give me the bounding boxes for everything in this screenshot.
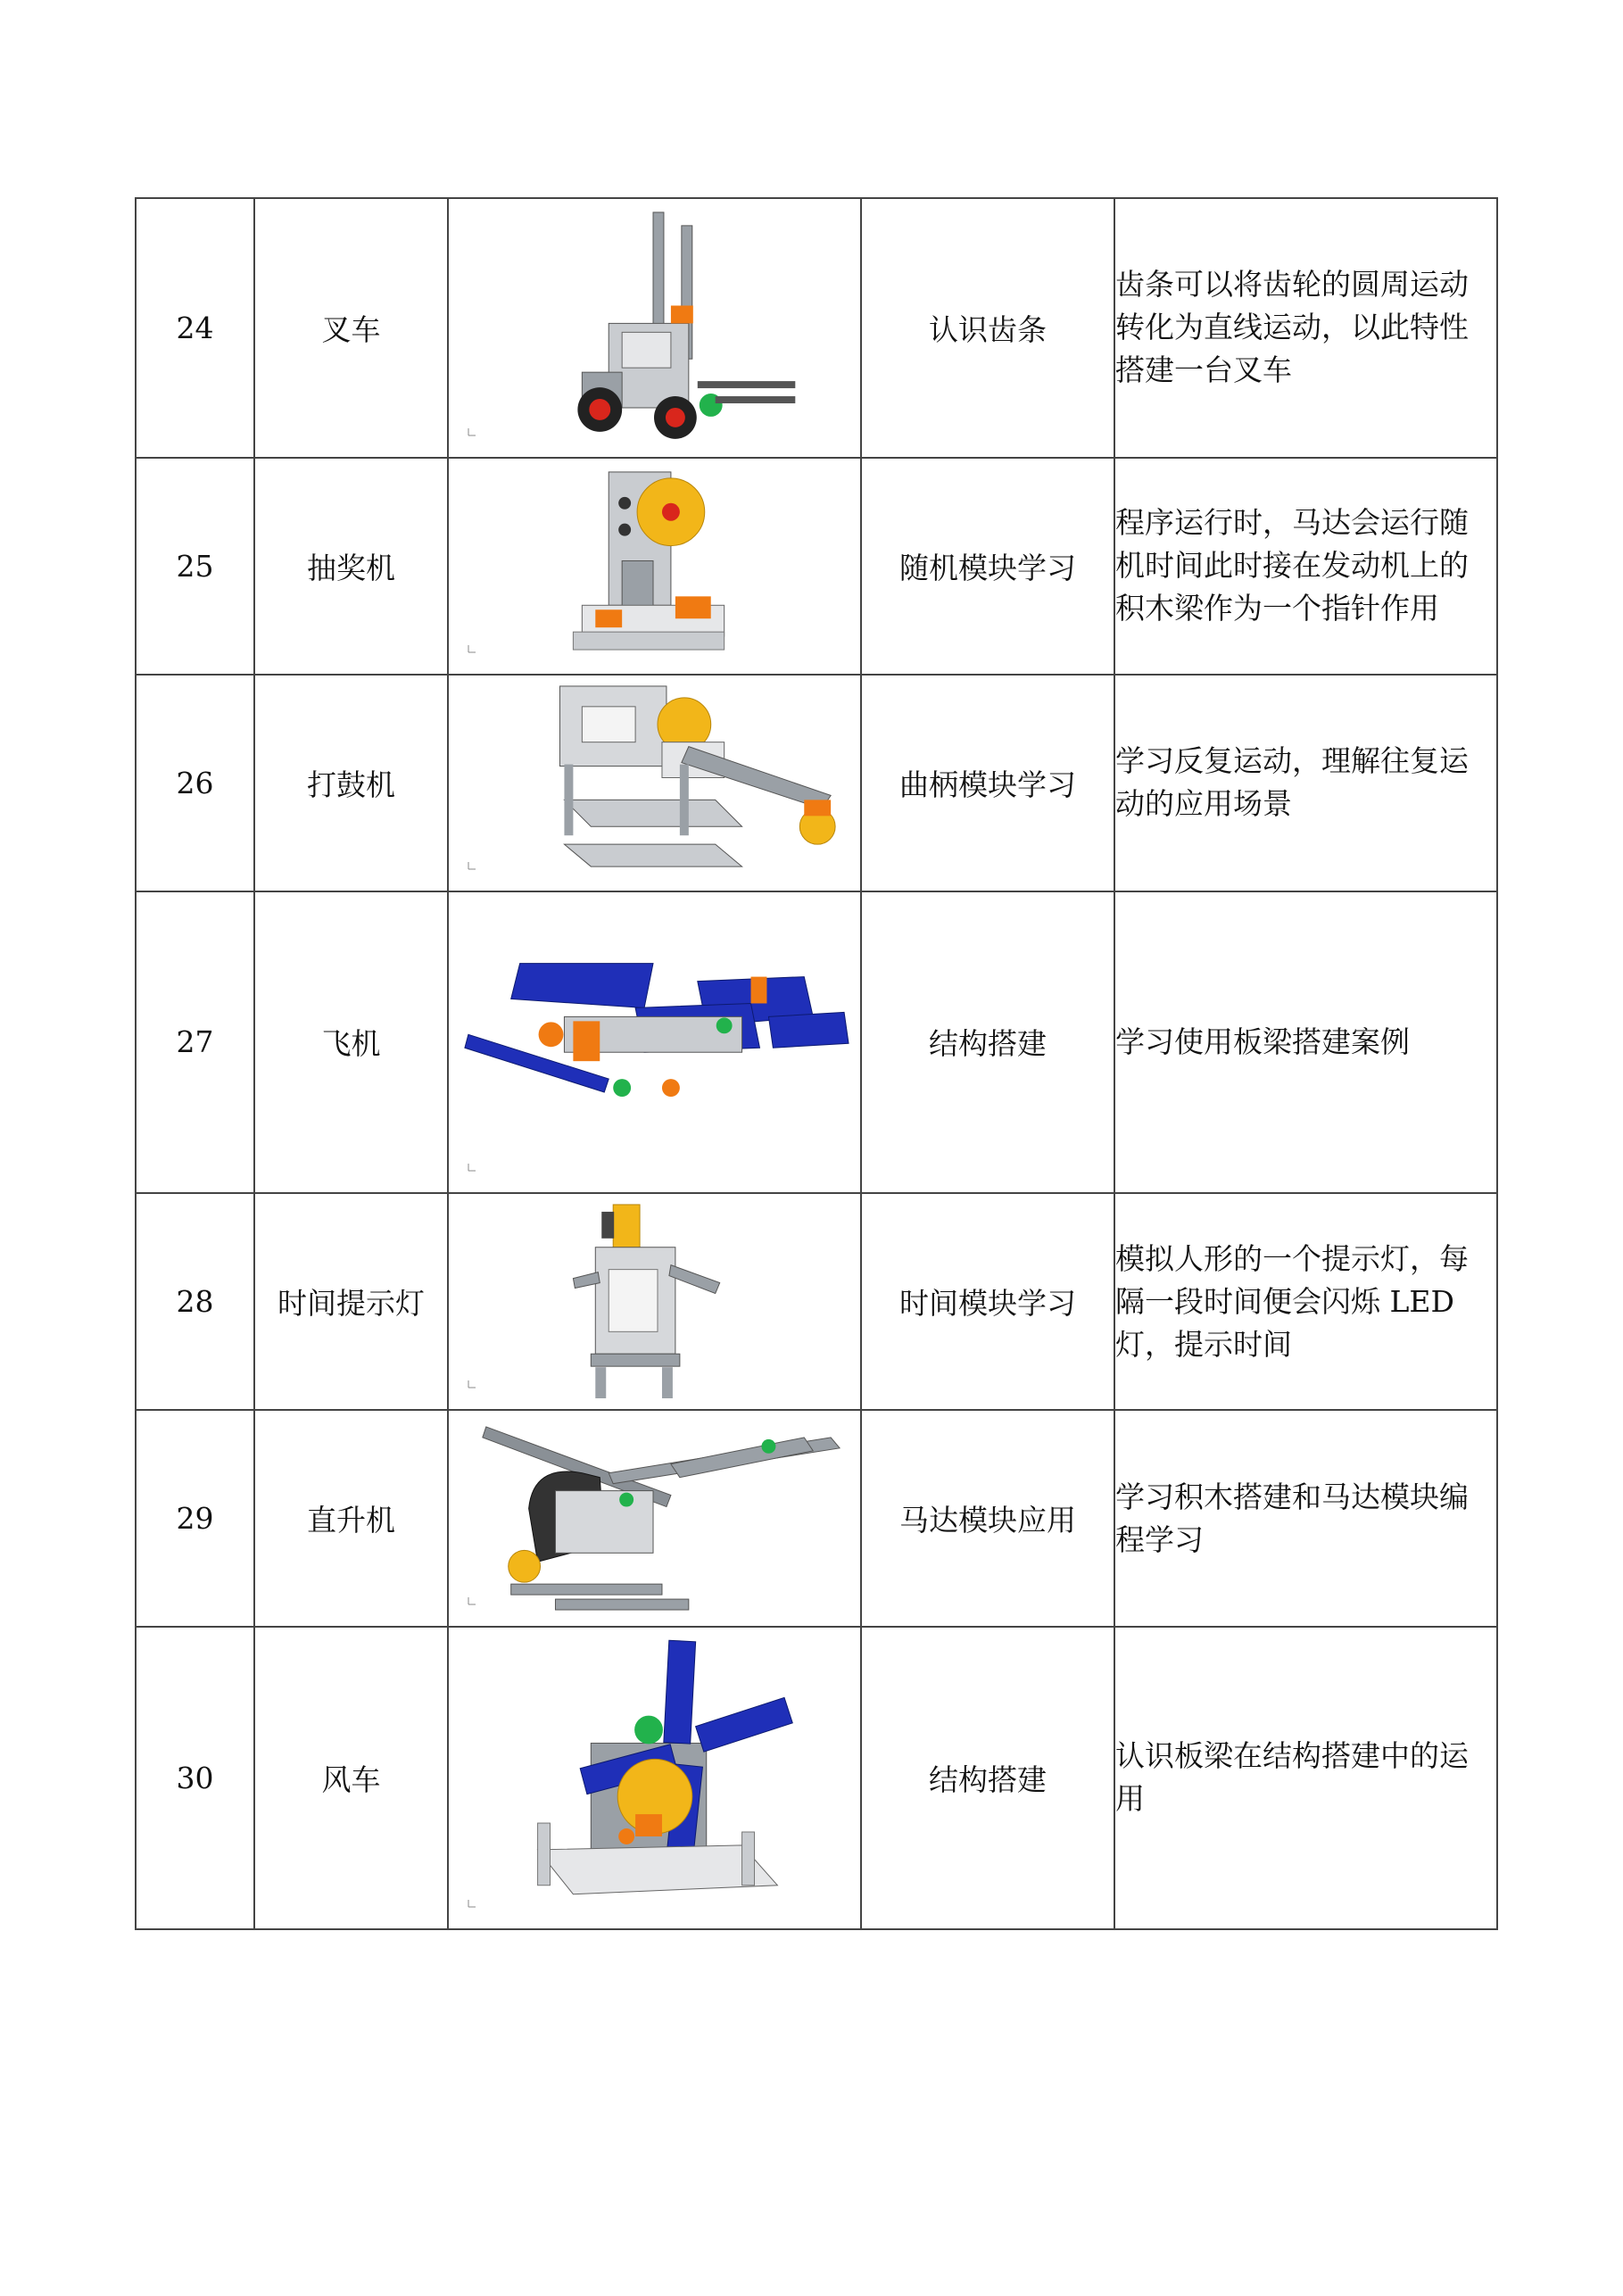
row-number: 25 [136,458,254,675]
table-row [136,198,1497,458]
helicopter-model-image [449,1411,860,1626]
row-number: 30 [136,1627,254,1929]
learning-topic: 认识齿条 [861,198,1114,458]
row-number: 26 [136,675,254,891]
axis-triad-icon [467,1162,477,1173]
learning-topic: 时间模块学习 [861,1193,1114,1410]
model-image-cell [448,198,861,458]
model-description: 认识板梁在结构搭建中的运用 [1114,1627,1497,1929]
model-name: 打鼓机 [254,675,448,891]
course-table [135,197,1498,1930]
axis-triad-icon [467,643,477,654]
model-description: 程序运行时，马达会运行随机时间此时接在发动机上的积木梁作为一个指针作用 [1114,458,1497,675]
learning-topic: 结构搭建 [861,891,1114,1194]
airplane-model-image [449,892,860,1193]
drum-machine-model-image [449,676,860,891]
axis-triad-icon [467,1898,477,1909]
row-number: 24 [136,198,254,458]
model-name: 抽奖机 [254,458,448,675]
table-row [136,1627,1497,1929]
model-image-cell [448,1627,861,1929]
table-row [136,1410,1497,1627]
learning-topic: 随机模块学习 [861,458,1114,675]
model-description: 学习使用板梁搭建案例 [1114,891,1497,1194]
table-row [136,1193,1497,1410]
model-image-cell [448,458,861,675]
model-name: 叉车 [254,198,448,458]
table-row [136,891,1497,1194]
model-image-cell [448,1410,861,1627]
row-number: 27 [136,891,254,1194]
model-description: 齿条可以将齿轮的圆周运动转化为直线运动，以此特性搭建一台叉车 [1114,198,1497,458]
time-reminder-lamp-model-image [449,1194,860,1409]
table-row [136,458,1497,675]
windmill-model-image [449,1628,860,1928]
axis-triad-icon [467,1379,477,1389]
model-description: 模拟人形的一个提示灯，每隔一段时间便会闪烁 LED 灯，提示时间 [1114,1193,1497,1410]
row-number: 29 [136,1410,254,1627]
model-image-cell [448,1193,861,1410]
model-image-cell [448,891,861,1194]
model-description: 学习反复运动，理解往复运动的应用场景 [1114,675,1497,891]
forklift-model-image [449,199,860,457]
learning-topic: 马达模块应用 [861,1410,1114,1627]
model-name: 时间提示灯 [254,1193,448,1410]
learning-topic: 曲柄模块学习 [861,675,1114,891]
model-image-cell [448,675,861,891]
table-row [136,675,1497,891]
model-name: 风车 [254,1627,448,1929]
axis-triad-icon [467,860,477,871]
model-name: 飞机 [254,891,448,1194]
lottery-machine-model-image [449,459,860,674]
row-number: 28 [136,1193,254,1410]
model-name: 直升机 [254,1410,448,1627]
axis-triad-icon [467,427,477,437]
axis-triad-icon [467,1596,477,1606]
learning-topic: 结构搭建 [861,1627,1114,1929]
model-description: 学习积木搭建和马达模块编程学习 [1114,1410,1497,1627]
